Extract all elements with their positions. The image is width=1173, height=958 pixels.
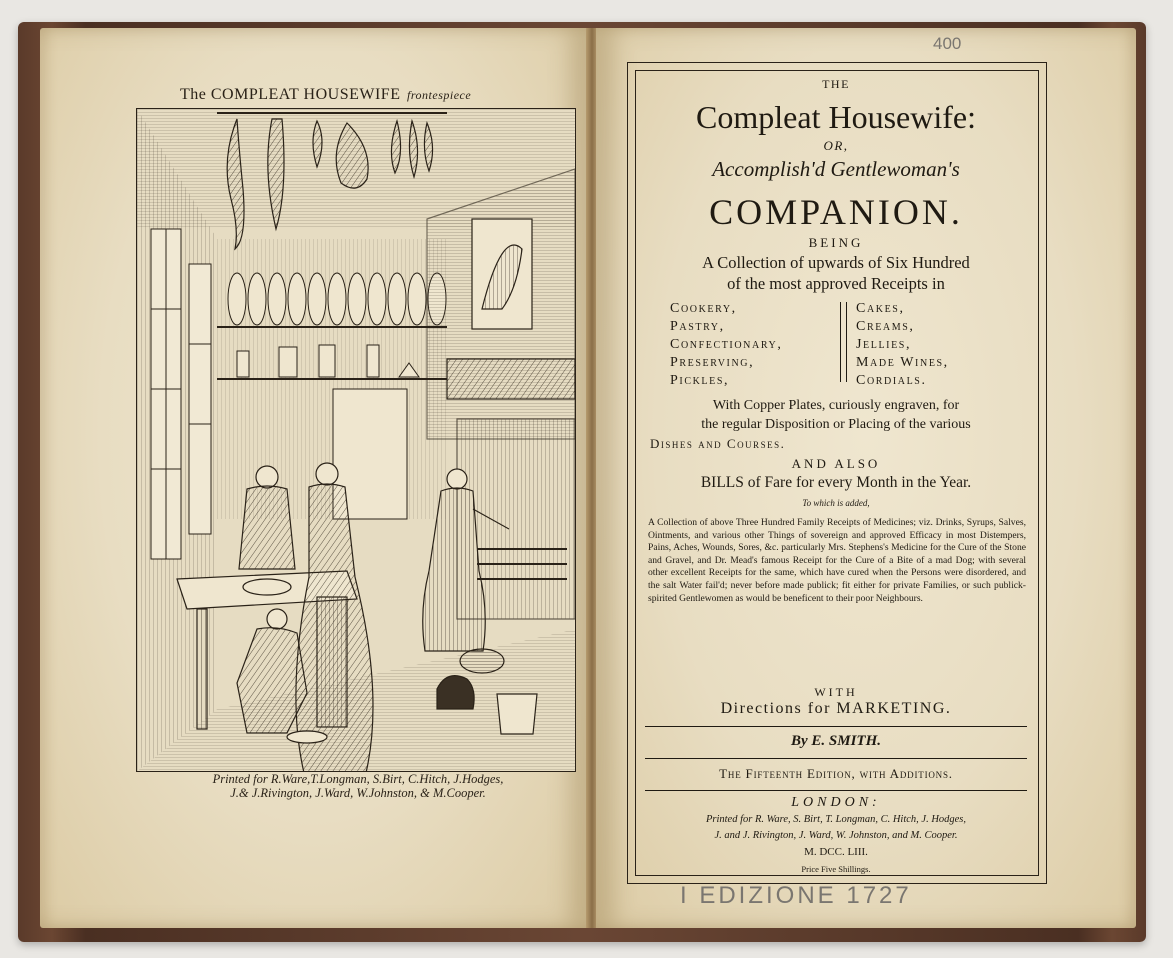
tp-year: M. DCC. LIII. [804, 846, 868, 858]
tp-subtitle: Accomplish'd Gentlewoman's [712, 157, 960, 181]
tp-plates-2: the regular Disposition or Placing of the various [701, 417, 971, 432]
tp-price: Price Five Shillings. [801, 864, 871, 874]
tp-main-title: Compleat Housewife: [696, 99, 976, 135]
tp-plates-3: Dishes and Courses. [650, 436, 786, 451]
tp-item: Made Wines, [856, 355, 949, 370]
tp-or: OR, [823, 138, 849, 153]
kitchen-engraving [136, 108, 576, 772]
tp-item: Cordials. [856, 373, 927, 388]
tp-item: Confectionary, [670, 337, 783, 352]
tp-the: THE [822, 77, 850, 91]
tp-being: BEING [808, 235, 864, 250]
tp-medicines-paragraph: A Collection of above Three Hundred Family Receipts of Medicines; viz. Drinks, Syrups, Salves, Ointments, and various other Things of sovereign and approved Efficacy in most Distempers, Pains, Aches, Wounds, Sores, &c. particularly Mrs. Stephens's Medicine for the Cure of the Stone and Gravel, and Dr. Mead's famous Receipt for the Cure of a Bite of a mad Dog; with several other excellent Receipts for the same, which have cured when the Persons were disordered, and the salt Water fail'd; never before made publick; fit either for private Families, or such publick-spirited Gentlewomen as would be beneficent to their poor Neighbours. [648, 517, 1026, 604]
tp-with: WITH [814, 685, 858, 699]
tp-double-rule [840, 302, 847, 382]
tp-item: Jellies, [856, 337, 912, 352]
tp-item: Cakes, [856, 301, 905, 316]
tp-author: By E. SMITH. [790, 733, 881, 749]
tp-receipt-list [640, 300, 1032, 392]
tp-items-left [670, 300, 782, 390]
tp-item: Creams, [856, 319, 915, 334]
tp-items-right [856, 300, 949, 390]
plates-on-shelf [228, 273, 446, 325]
frontispiece-title [180, 86, 580, 104]
tp-item: Preserving, [670, 355, 755, 370]
tp-item: Cookery, [670, 301, 737, 316]
tp-plates-1: With Copper Plates, curiously engraven, for [712, 398, 960, 413]
tp-city: LONDON: [791, 795, 881, 810]
tp-rule-3 [645, 790, 1027, 791]
tp-marketing: Directions for MARKETING. [720, 700, 952, 717]
tp-companion: COMPANION. [709, 192, 963, 232]
window-left [151, 229, 211, 559]
tp-rule-2 [645, 758, 1027, 759]
tp-rule-1 [645, 726, 1027, 727]
tp-and-also: AND ALSO [791, 456, 881, 471]
tp-item: Pickles, [670, 373, 730, 388]
tp-edition: The Fifteenth Edition, with Additions. [719, 766, 953, 781]
tp-printed-2: J. and J. Rivington, J. Ward, W. Johnston, and M. Cooper. [714, 830, 958, 841]
tp-printed-1: Printed for R. Ware, S. Birt, T. Longman, C. Hitch, J. Hodges, [705, 814, 967, 825]
tp-item: Pastry, [670, 319, 725, 334]
frontispiece-subtitle: frontespiece [406, 88, 472, 102]
tp-collection-2: of the most approved Receipts in [727, 274, 945, 293]
frontispiece-title-text: The COMPLEAT HOUSEWIFE [180, 86, 401, 103]
pencil-edition-note: I EDIZIONE 1727 [680, 882, 912, 909]
frontispiece-imprint [138, 772, 578, 800]
imprint-line-2: J.& J.Rivington, J.Ward, W.Johnston, & M.Cooper. [230, 786, 486, 800]
tp-bills: BILLS of Fare for every Month in the Year. [700, 474, 972, 491]
tp-collection-1: A Collection of upwards of Six Hundred [702, 253, 970, 272]
imprint-line-1: Printed for R.Ware,T.Longman, S.Birt, C.Hitch, J.Hodges, [212, 772, 504, 786]
tp-added: To which is added, [802, 498, 870, 508]
pencil-price-note: 400 [933, 34, 962, 53]
